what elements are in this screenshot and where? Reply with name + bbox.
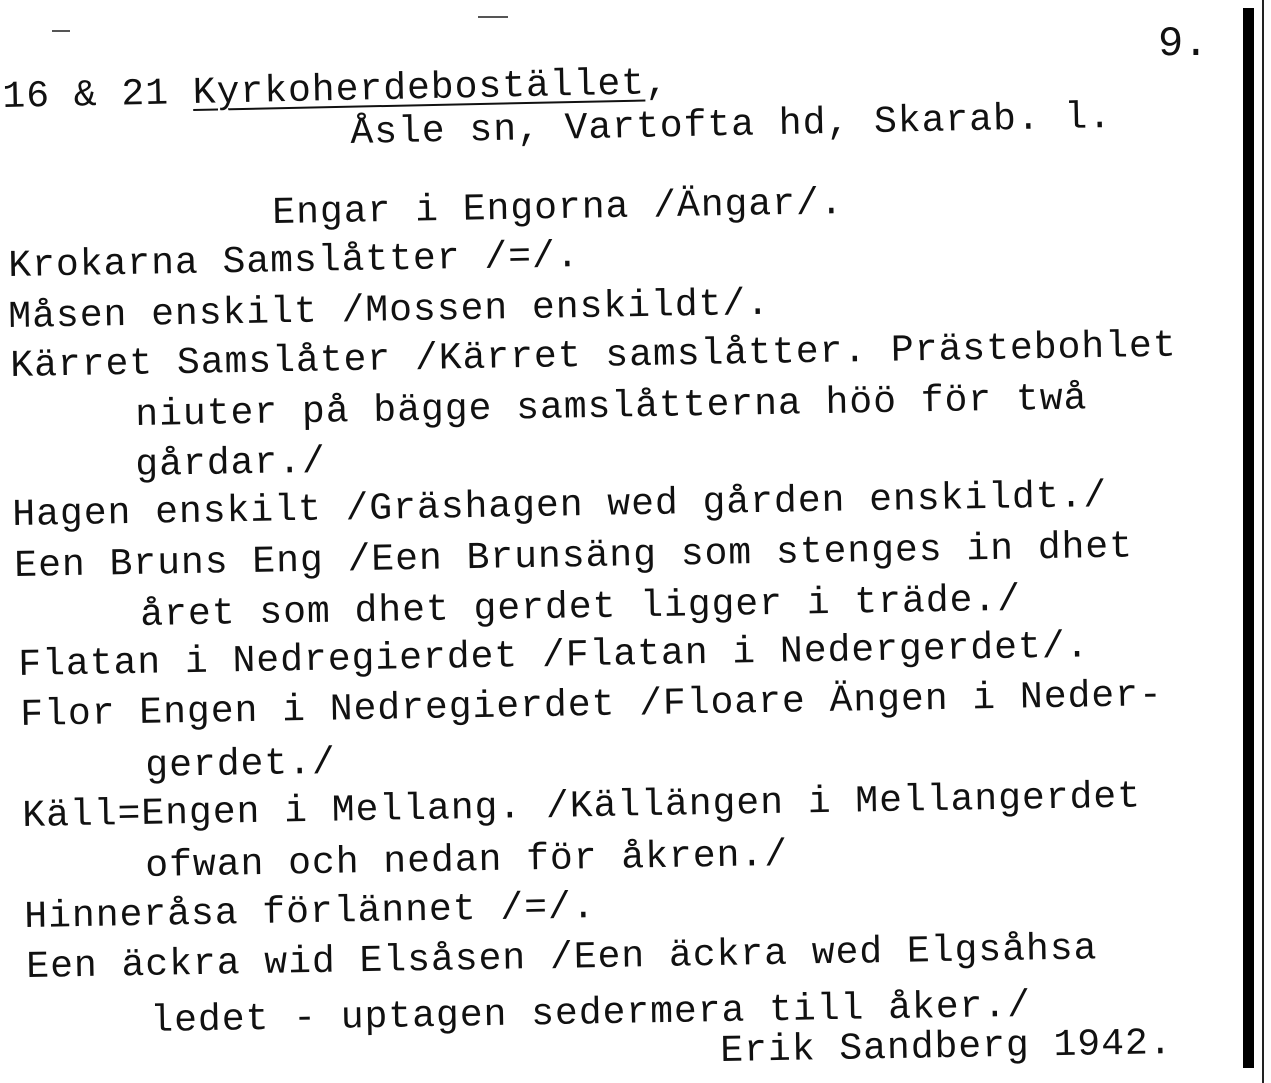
entry-line: ofwan och nedan för åkren./ [145,833,789,888]
scan-speck [52,30,70,32]
signature: Erik Sandberg 1942. [720,1022,1173,1073]
entry-line: Hagen enskilt /Gräshagen wed gården enskildt./ [12,474,1108,537]
entry-line: Kärret Samslåter /Kärret samslåtter. Prästebohlet [10,324,1177,388]
entry-line: ledet - uptagen sedermera till åker./ [150,984,1032,1043]
record-title: Kyrkoherdebostället [192,62,646,116]
entry-line: året som dhet gerdet ligger i träde./ [140,578,1022,637]
entry-line: Krokarna Samslåtter /=/. [8,235,580,288]
page-number: 9. [1158,20,1209,68]
record-location: Åsle sn, Vartofta hd, Skarab. l. [350,96,1113,155]
entry-line: Een äckra wid Elsåsen /Een äckra wed Elgsåhsa [26,927,1098,989]
entry-line: Måsen enskilt /Mossen enskildt/. [8,282,771,339]
record-title-suffix: , [644,62,670,106]
entry-line: niuter på bägge samslåtterna höö för twå [135,377,1088,437]
scan-edge-bar [1243,8,1254,1068]
scan-speck [478,16,508,18]
section-heading: Engar i Engorna /Ängar/. [272,182,844,235]
entry-line: Flor Engen i Nedregierdet /Floare Ängen i Neder- [20,674,1164,737]
entry-line: Hinneråsa förlännet /=/. [24,886,596,939]
entry-line: Een Bruns Eng /Een Brunsäng som stenges in dhet [14,525,1134,588]
entry-line: Käll=Engen i Mellang. /Källängen i Mellangerdet [22,775,1142,838]
scan-edge-line [1262,0,1264,1083]
entry-line: Flatan i Nedregierdet /Flatan i Nedergerdet/. [18,625,1090,687]
entry-line: gerdet./ [145,741,337,788]
entry-line: gårdar./ [135,440,327,487]
record-ids: 16 & 21 [2,72,170,119]
